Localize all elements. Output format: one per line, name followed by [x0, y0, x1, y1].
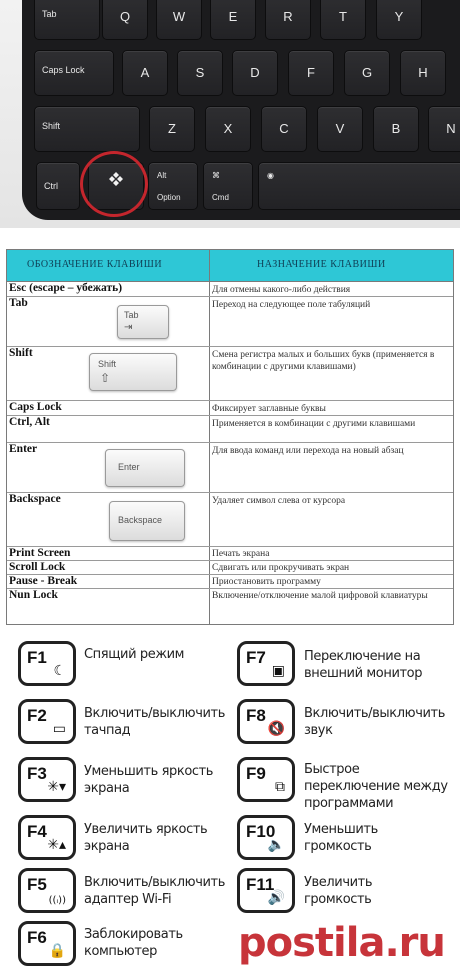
table-row: Shift Смена регистра малых и больших букв (применяется в комбинации с другими клавишами) Shift ⇧ — [7, 347, 453, 401]
touchpad-icon: ▭ — [52, 721, 66, 737]
table-row: Pause - Break Приостановить программу — [7, 575, 453, 589]
key-n: N — [428, 106, 460, 152]
f1-key: F1 ☾ — [18, 641, 76, 686]
f8-key: F8 🔇 — [237, 699, 295, 744]
brightness-down-icon: ✳▾ — [47, 779, 66, 795]
f9-description: Быстрое переключение между программами — [304, 762, 448, 811]
header-key-name: ОБОЗНАЧЕНИЕ КЛАВИШИ — [27, 259, 163, 270]
f9-key: F9 ⧉ — [237, 757, 295, 802]
key-x: X — [205, 106, 251, 152]
key-w: W — [156, 0, 202, 40]
table-row: Backspace Удаляет символ слева от курсора Backspace — [7, 493, 453, 547]
watermark: postila.ru — [238, 920, 445, 966]
tab-key-image: Tab ⇥ — [117, 305, 169, 339]
keys-table — [6, 249, 454, 625]
enter-key-image: Enter — [105, 449, 185, 487]
monitor-icon: ▣ — [271, 663, 285, 679]
f5-key: F5 ((ᵢ)) — [18, 868, 76, 913]
key-c: C — [261, 106, 307, 152]
moon-icon: ☾ — [53, 663, 66, 679]
key-tab: Tab — [34, 0, 100, 40]
key-alt-option: Alt Option — [148, 162, 198, 210]
f2-description: Включить/выключить тачпад — [84, 706, 225, 738]
f10-key: F10 🔈 — [237, 815, 295, 860]
key-ctrl: Ctrl — [36, 162, 80, 210]
f10-description: Уменьшить громкость — [304, 822, 378, 854]
f3-key: F3 ✳▾ — [18, 757, 76, 802]
key-shift: Shift — [34, 106, 140, 152]
table-row: Esc (escape – убежать) Для отмены какого-либо действия — [7, 282, 453, 297]
table-row: Ctrl, Alt Применяется в комбинации с другими клавишами — [7, 416, 453, 443]
backspace-key-image: Backspace — [109, 501, 185, 541]
table-header — [7, 250, 453, 282]
key-g: G — [344, 50, 390, 96]
wifi-icon: ((ᵢ)) — [48, 895, 66, 906]
key-z: Z — [149, 106, 195, 152]
windows-key-highlight-circle — [80, 151, 148, 217]
header-key-purpose: НАЗНАЧЕНИЕ КЛАВИШИ — [257, 259, 386, 270]
table-row: Print Screen Печать экрана — [7, 547, 453, 561]
table-row: Nun Lock Включение/отключение малой цифровой клавиатуры — [9, 589, 428, 601]
table-row: Caps Lock Фиксирует заглавные буквы — [7, 401, 453, 416]
f7-key: F7 ▣ — [237, 641, 295, 686]
key-v: V — [317, 106, 363, 152]
key-space — [258, 162, 460, 210]
mute-icon: 🔇 — [267, 721, 285, 737]
globe-icon: ◉ — [267, 171, 274, 180]
keyboard-photo — [0, 0, 460, 228]
f8-description: Включить/выключить звук — [304, 706, 445, 738]
volume-up-icon: 🔊 — [267, 890, 285, 906]
key-cmd: ⌘ Cmd — [203, 162, 253, 210]
key-f: F — [288, 50, 334, 96]
lock-icon: 🔒 — [48, 943, 66, 959]
key-h: H — [400, 50, 446, 96]
app-switch-icon: ⧉ — [275, 779, 285, 795]
f2-key: F2 ▭ — [18, 699, 76, 744]
f7-description: Переключение на внешний монитор — [304, 649, 423, 681]
f11-key: F11 🔊 — [237, 868, 295, 913]
f4-description: Увеличить яркость экрана — [84, 822, 208, 854]
table-row: Enter Для ввода команд или перехода на новый абзац Enter — [7, 443, 453, 493]
key-r: R — [265, 0, 311, 40]
tab-arrows-icon: ⇥ — [124, 322, 133, 333]
table-row: Tab Переход на следующее поле табуляций Tab ⇥ — [7, 297, 453, 347]
brightness-up-icon: ✳▴ — [47, 837, 66, 853]
key-q: Q — [102, 0, 148, 40]
f5-description: Включить/выключить адаптер Wi-Fi — [84, 875, 225, 907]
table-row: Scroll Lock Сдвигать или прокручивать экран — [7, 561, 453, 575]
f3-description: Уменьшить яркость экрана — [84, 764, 214, 796]
f11-description: Увеличить громкость — [304, 875, 373, 907]
key-caps-lock: Caps Lock — [34, 50, 114, 96]
f4-key: F4 ✳▴ — [18, 815, 76, 860]
key-e: E — [210, 0, 256, 40]
shift-arrow-icon: ⇧ — [100, 371, 111, 385]
key-b: B — [373, 106, 419, 152]
key-a: A — [122, 50, 168, 96]
f6-description: Заблокировать компьютер — [84, 927, 183, 959]
volume-down-icon: 🔈 — [267, 837, 285, 853]
key-y: Y — [376, 0, 422, 40]
key-s: S — [177, 50, 223, 96]
f6-key: F6 🔒 — [18, 921, 76, 966]
key-t: T — [320, 0, 366, 40]
shift-key-image: Shift ⇧ — [89, 353, 177, 391]
key-d: D — [232, 50, 278, 96]
f1-description: Спящий режим — [84, 647, 185, 662]
